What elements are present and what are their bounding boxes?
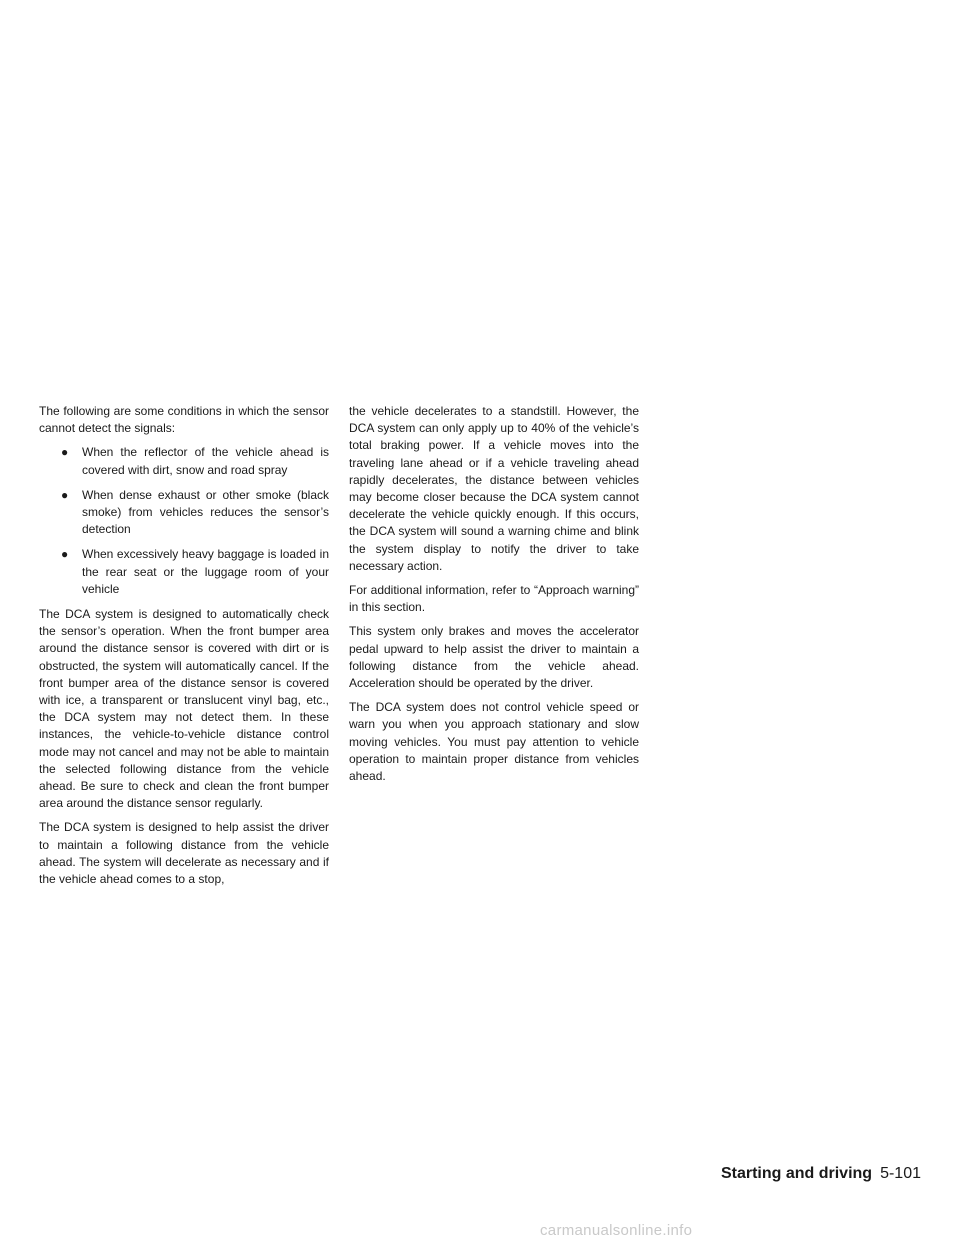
list-item	[39, 487, 329, 539]
list-item-text: When excessively heavy baggage is loaded in the rear seat or the luggage room of your vehicle	[82, 547, 329, 596]
bullet-icon: ●	[61, 487, 69, 502]
page-number: 5-101	[880, 1165, 921, 1182]
right-column	[349, 403, 639, 792]
bullet-icon: ●	[61, 547, 69, 562]
following-distance-paragraph: The DCA system is designed to help assist the driver to maintain a following distance from the vehicle ahead. The system will decelerate as necessary and if the vehicle ahead comes to a stop,	[39, 820, 329, 887]
approach-warning-reference: For additional information, refer to “Approach warning” in this section.	[349, 583, 639, 615]
sensor-check-paragraph: The DCA system is designed to automatically check the sensor’s operation. When the front bumper area around the distance sensor is covered with dirt or is obstructed, the system will automatically cancel. If the front bumper area of the distance sensor is covered with ice, a transparent or translucent vinyl bag, etc., the DCA system may not detect them. In these instances, the vehicle-to-vehicle distance control mode may not cancel and may not be able to maintain the selected following distance from the vehicle ahead. Be sure to check and clean the front bumper area around the distance sensor regularly.	[39, 607, 329, 811]
list-item	[39, 444, 329, 478]
left-column	[39, 403, 329, 895]
bullet-icon: ●	[61, 445, 69, 460]
list-item	[39, 546, 329, 598]
list-item-text: When the reflector of the vehicle ahead is covered with dirt, snow and road spray	[82, 445, 329, 477]
intro-paragraph: The following are some conditions in which the sensor cannot detect the signals:	[39, 404, 329, 436]
section-title: Starting and driving	[720, 1165, 873, 1182]
accelerator-paragraph: This system only brakes and moves the accelerator pedal upward to help assist the driver to maintain a following distance from the vehicle ahead. Acceleration should be operated by the driver.	[349, 624, 639, 691]
watermark: carmanualsonline.info	[540, 1222, 693, 1239]
page-footer	[721, 1164, 921, 1184]
list-item-text: When dense exhaust or other smoke (black smoke) from vehicles reduces the sensor’s detection	[82, 487, 329, 537]
condition-list	[39, 444, 329, 598]
speed-control-paragraph: The DCA system does not control vehicle speed or warn you when you approach stationary and slow moving vehicles. You must pay attention to vehicle operation to maintain proper distance from vehicles ahead.	[349, 700, 639, 784]
braking-power-paragraph: the vehicle decelerates to a standstill. However, the DCA system can only apply up to 40% of the vehicle’s total braking power. If a vehicle moves into the traveling lane ahead or if a vehicle traveling ahead rapidly decelerates, the distance between vehicles may become closer because the DCA system cannot decelerate the vehicle quickly enough. If this occurs, the DCA system will sound a warning chime and blink the system display to notify the driver to take necessary action.	[349, 404, 639, 573]
